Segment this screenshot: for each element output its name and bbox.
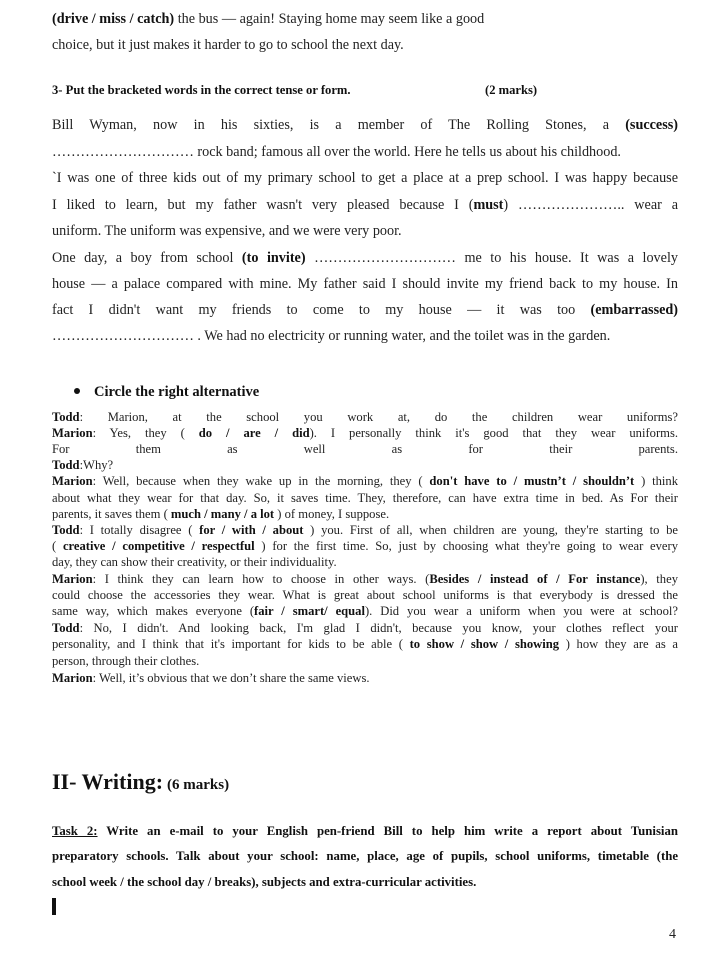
text-run: parents, it saves them ( — [52, 507, 171, 521]
text-line — [52, 144, 678, 161]
bold-options: much / many / a lot — [170, 507, 275, 521]
text-line — [52, 588, 678, 604]
text-line — [52, 491, 678, 507]
text-run: : I totally disagree ( — [79, 523, 200, 537]
text-line — [52, 824, 678, 841]
text-run: day, they can show their creativity, or their individuality. — [52, 555, 337, 569]
text-run: I liked to learn, but my father wasn't very pleased because I ( — [52, 197, 474, 213]
text-run: the bus — again! Staying home may seem like a good — [174, 11, 485, 27]
text-run: same way, which makes everyone ( — [52, 604, 255, 618]
task-label: Task 2: — [52, 824, 98, 838]
bold-options: (embarrassed) — [590, 302, 678, 318]
text-run: ) of money, I suppose. — [274, 507, 390, 521]
bold-options: Marion — [52, 572, 93, 586]
text-run: One day, a boy from school — [52, 250, 242, 266]
bold-options: Marion — [52, 671, 93, 685]
text-run: ( — [52, 539, 63, 553]
bold-options: Besides / instead of / For instance — [429, 572, 641, 586]
bold-options: Marion — [52, 474, 93, 488]
writing-heading — [52, 769, 229, 795]
text-run: could choose the accessories they wear. What is great about school uniforms is that everybody is dressed the — [52, 588, 678, 602]
bold-options: Todd — [52, 458, 80, 472]
text-line — [52, 671, 678, 686]
text-run: :Why? — [79, 458, 114, 472]
text-run: ) how they are as a — [559, 637, 678, 651]
text-run: ), they — [640, 572, 678, 586]
text-line — [52, 37, 678, 54]
text-line — [52, 507, 678, 522]
text-line — [52, 539, 678, 555]
bold-options: Marion — [52, 426, 93, 440]
text-line — [52, 637, 678, 653]
text-line — [52, 604, 678, 620]
text-run: ………………………… rock band; famous all over the world. Here he tells us about his childhood. — [52, 144, 621, 160]
text-line — [52, 117, 678, 135]
text-line — [52, 523, 678, 539]
text-run: uniform. The uniform was expensive, and we were very poor. — [52, 223, 402, 239]
text-line — [52, 474, 678, 490]
bold-options: to show / show / showing — [409, 637, 560, 651]
text-line — [52, 849, 678, 866]
text-run: : Yes, they ( — [92, 426, 199, 440]
text-run: Bill Wyman, now in his sixties, is a member of The Rolling Stones, a — [52, 117, 626, 133]
text-line — [52, 328, 678, 345]
text-run: personality, and I think that it's important for kids to be able ( — [52, 637, 410, 651]
text-run: : Well, because when they wake up in the morning, they ( — [92, 474, 430, 488]
circle-title: Circle the right alternative — [94, 384, 260, 400]
text-line — [52, 11, 678, 28]
text-line — [52, 875, 678, 890]
text-run: about what they wear for that day. So, it saves time. They, therefore, can have extra time in bed. As For their — [52, 491, 678, 505]
text-cursor[interactable] — [52, 898, 56, 915]
section-3-title: 3- Put the bracketed words in the correct tense or form. — [52, 83, 351, 97]
bold-options: must — [473, 197, 504, 213]
bold-options: do / are / did — [198, 426, 310, 440]
text-run: `I was one of three kids out of my primary school to get a place at a prep school. I was happy because — [52, 170, 678, 186]
bold-options: don't have to / mustn’t / shouldn’t — [429, 474, 635, 488]
text-line — [52, 442, 678, 458]
text-run: choice, but it just makes it harder to go to school the next day. — [52, 37, 404, 53]
text-run: ) think — [634, 474, 678, 488]
text-run: house — a palace compared with mine. My father said I should invite my friend back to my house. In — [52, 276, 678, 292]
text-line — [52, 250, 678, 268]
text-run: ) ………………….. wear a — [503, 197, 678, 213]
bold-options: Todd — [52, 621, 80, 635]
text-run: school week / the school day / breaks), subjects and extra-curricular activities. — [52, 875, 477, 889]
text-run: ). I personally think it's good that they wear uniforms. — [309, 426, 678, 440]
bold-options: fair / smart/ equal — [254, 604, 365, 618]
text-run: For them as well as for their parents. — [52, 442, 678, 456]
text-run: preparatory schools. Talk about your school: name, place, age of pupils, school uniforms, timetable (the — [52, 849, 678, 863]
writing-title: II- Writing: — [52, 769, 164, 794]
bold-options: creative / competitive / respectful — [62, 539, 255, 553]
text-line — [52, 302, 678, 320]
writing-marks: (6 marks) — [167, 777, 230, 793]
text-run: ………………………… . We had no electricity or running water, and the toilet was in the garden. — [52, 328, 611, 344]
bold-options: (to invite) — [241, 250, 306, 266]
text-run: : I think they can learn how to choose in other ways. ( — [92, 572, 430, 586]
text-run: Write an e-mail to your English pen-friend Bill to help him write a report about Tunisian — [97, 824, 678, 838]
bold-options: (drive / miss / catch) — [52, 11, 175, 27]
circle-alternative-heading — [74, 384, 259, 401]
text-line — [52, 426, 678, 442]
page-number: 4 — [669, 927, 676, 942]
text-run: ) you. First of all, when children are young, they're starting to be — [303, 523, 678, 537]
text-run: ). Did you wear a uniform when you were at school? — [364, 604, 678, 618]
text-run: fact I didn't want my friends to come to my house — it was too — [52, 302, 591, 318]
text-line — [52, 458, 678, 473]
text-line — [52, 654, 678, 669]
bullet-icon — [74, 388, 80, 394]
text-line — [52, 197, 678, 215]
text-run: ………………………… me to his house. It was a lovely — [305, 250, 678, 266]
text-line — [52, 410, 678, 426]
bold-options: for / with / about — [199, 523, 304, 537]
section-3-marks: (2 marks) — [485, 83, 538, 97]
text-run: ) for the first time. So, just by choosing what they're going to wear every — [254, 539, 678, 553]
text-line — [52, 572, 678, 588]
text-line — [52, 223, 678, 240]
text-line — [52, 170, 678, 188]
bold-options: (success) — [625, 117, 678, 133]
bold-options: Todd — [52, 410, 80, 424]
text-run: : No, I didn't. And looking back, I'm glad I didn't, because you know, your clothes reflect your — [79, 621, 678, 635]
text-line — [52, 276, 678, 294]
text-run: : Marion, at the school you work at, do the children wear uniforms? — [79, 410, 678, 424]
text-line — [52, 621, 678, 637]
text-run: : Well, it’s obvious that we don’t share the same views. — [92, 671, 370, 685]
text-run: person, through their clothes. — [52, 654, 200, 668]
bold-options: Todd — [52, 523, 80, 537]
text-line — [52, 555, 678, 570]
